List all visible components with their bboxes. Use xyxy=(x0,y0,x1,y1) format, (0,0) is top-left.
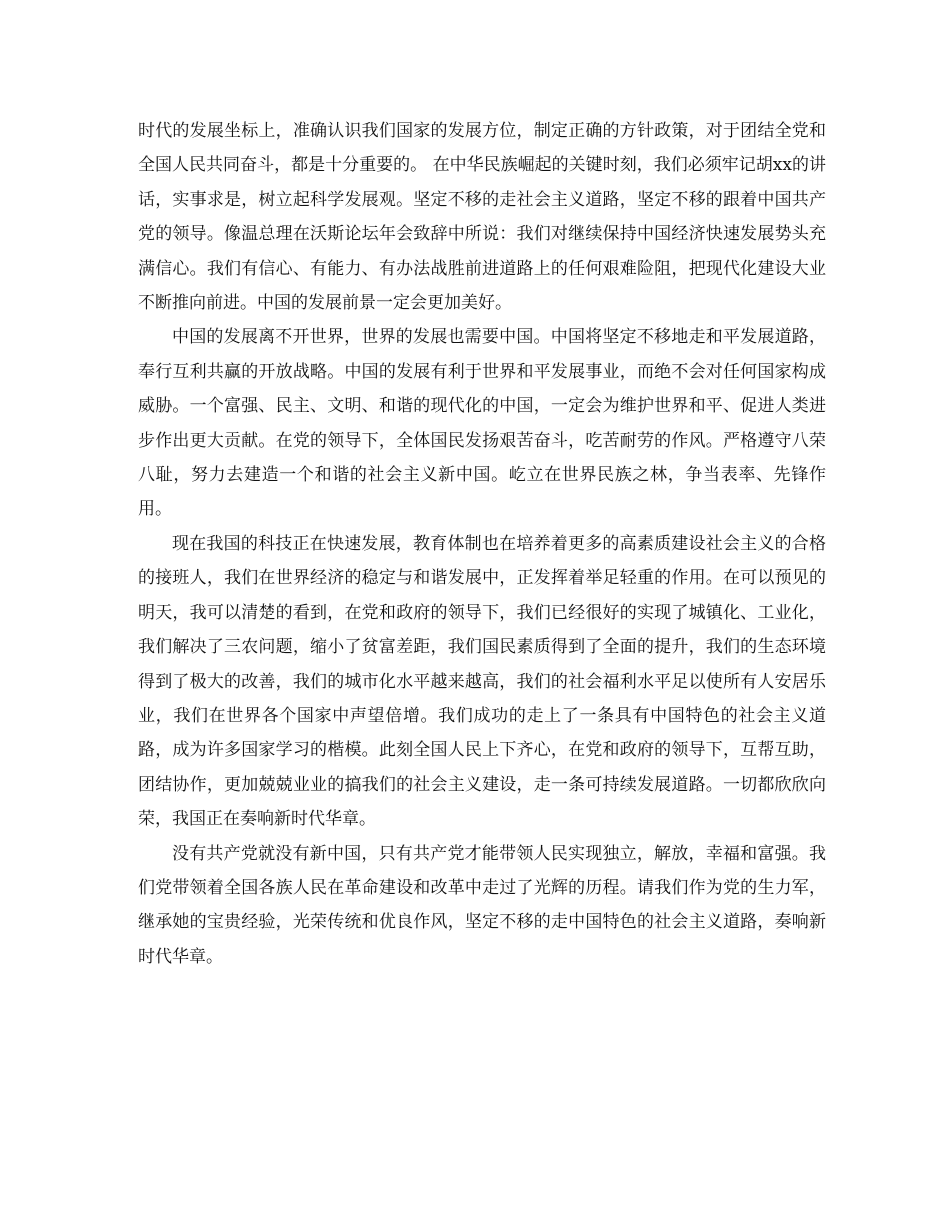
document-page xyxy=(138,114,826,974)
paragraph-3: 现在我国的科技正在快速发展，教育体制也在培养着更多的高素质建设社会主义的合格的接班人，我们在世界经济的稳定与和谐发展中，正发挥着举足轻重的作用。在可以预见的明天，我可以清楚的看到，在党和政府的领导下，我们已经很好的实现了城镇化、工业化，我们解决了三农问题，缩小了贫富差距，我们国民素质得到了全面的提升，我们的生态环境得到了极大的改善，我们的城市化水平越来越高，我们的社会福利水平足以使所有人安居乐业，我们在世界各个国家中声望倍增。我们成功的走上了一条具有中国特色的社会主义道路，成为许多国家学习的楷模。此刻全国人民上下齐心，在党和政府的领导下，互帮互助，团结协作，更加兢兢业业的搞我们的社会主义建设，走一条可持续发展道路。一切都欣欣向荣，我国正在奏响新时代华章。 xyxy=(138,533,826,830)
paragraph-2: 中国的发展离不开世界，世界的发展也需要中国。中国将坚定不移地走和平发展道路，奉行互利共赢的开放战略。中国的发展有利于世界和平发展事业，而绝不会对任何国家构成威胁。一个富强、民主、文明、和谐的现代化的中国，一定会为维护世界和平、促进人类进步作出更大贡献。在党的领导下，全体国民发扬艰苦奋斗，吃苦耐劳的作风。严格遵守八荣八耻，努力去建造一个和谐的社会主义新中国。屹立在世界民族之林，争当表率、先锋作用。 xyxy=(138,327,826,520)
paragraph-4: 没有共产党就没有新中国，只有共产党才能带领人民实现独立，解放，幸福和富强。我们党带领着全国各族人民在革命建设和改革中走过了光辉的历程。请我们作为党的生力军，继承她的宝贵经验，光荣传统和优良作风，坚定不移的走中国特色的社会主义道路，奏响新时代华章。 xyxy=(138,843,826,967)
paragraph-1: 时代的发展坐标上，准确认识我们国家的发展方位，制定正确的方针政策，对于团结全党和全国人民共同奋斗，都是十分重要的。 在中华民族崛起的关键时刻，我们必须牢记胡xx的讲话，实事求是，树立起科学发展观。坚定不移的走社会主义道路，坚定不移的跟着中国共产党的领导。像温总理在沃斯论坛年会致辞中所说：我们对继续保持中国经济快速发展势头充满信心。我们有信心、有能力、有办法战胜前进道路上的任何艰难险阻，把现代化建设大业不断推向前进。中国的发展前景一定会更加美好。 xyxy=(138,121,826,314)
